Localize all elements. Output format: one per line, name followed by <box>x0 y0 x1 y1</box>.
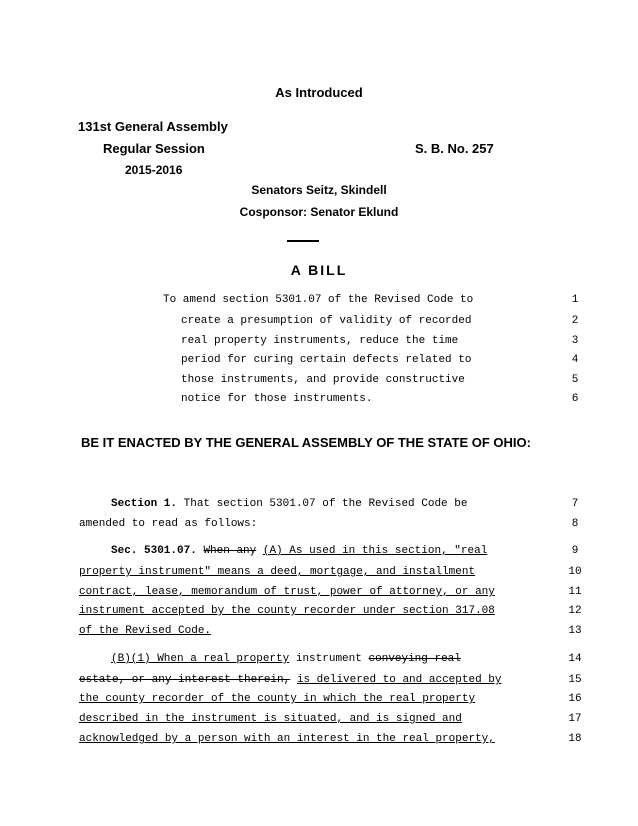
line-number: 3 <box>571 335 579 347</box>
inserted-text: acknowledged by a person with an interest in the real property, <box>79 733 495 745</box>
line-number: 17 <box>568 713 582 725</box>
line-number: 8 <box>571 518 579 530</box>
body-line: amended to read as follows: <box>79 518 258 530</box>
summary-line: those instruments, and provide constructive <box>181 374 465 386</box>
body-line <box>79 625 211 637</box>
line-number: 14 <box>568 653 582 665</box>
summary-line: period for curing certain defects related to <box>181 354 472 366</box>
bill-title: A BILL <box>290 262 348 278</box>
line-number: 16 <box>568 693 582 705</box>
line-number: 1 <box>571 294 579 306</box>
struck-text: When any <box>203 545 257 557</box>
line-number: 10 <box>568 566 582 578</box>
line-number: 15 <box>568 674 582 686</box>
summary-line: notice for those instruments. <box>181 393 373 405</box>
inserted-text: (A) As used in this section, "real <box>262 545 488 557</box>
inserted-text: is delivered to and accepted by <box>296 674 502 686</box>
session: Regular Session <box>103 141 205 156</box>
body-line <box>79 566 475 578</box>
body-line <box>111 498 467 510</box>
bill-status: As Introduced <box>275 85 363 100</box>
summary-line: real property instruments, reduce the time <box>181 335 459 347</box>
body-text: That section 5301.07 of the Revised Code be <box>177 498 468 510</box>
cosponsor: Cosponsor: Senator Eklund <box>239 205 399 219</box>
body-line <box>111 653 461 665</box>
section-label: Section 1. <box>111 498 178 510</box>
bill-number: S. B. No. 257 <box>415 141 494 156</box>
struck-text: estate, or any interest therein, <box>79 674 291 686</box>
summary-line: To amend section 5301.07 of the Revised Code to <box>163 294 474 306</box>
line-number: 9 <box>571 545 579 557</box>
enacting-clause: BE IT ENACTED BY THE GENERAL ASSEMBLY OF THE STATE OF OHIO: <box>81 435 531 450</box>
line-number: 6 <box>571 393 579 405</box>
inserted-text: instrument accepted by the county recorder under section 317.08 <box>79 605 495 617</box>
body-line <box>79 605 495 617</box>
body-line <box>79 693 475 705</box>
line-number: 2 <box>571 315 579 327</box>
inserted-text: (B)(1) When a real property <box>111 653 290 665</box>
line-number: 12 <box>568 605 582 617</box>
line-number: 11 <box>568 586 582 598</box>
inserted-text: property instrument" means a deed, mortgage, and installment <box>79 566 476 578</box>
struck-text: conveying real <box>368 653 461 665</box>
line-number: 7 <box>571 498 579 510</box>
body-line <box>79 586 495 598</box>
body-line <box>79 674 501 686</box>
section-label: Sec. 5301.07. <box>111 545 197 557</box>
line-number: 18 <box>568 733 582 745</box>
session-years: 2015-2016 <box>125 163 183 177</box>
sponsors: Senators Seitz, Skindell <box>251 183 387 197</box>
inserted-text: the county recorder of the county in which the real property <box>79 693 476 705</box>
line-number: 13 <box>568 625 582 637</box>
title-rule <box>287 240 319 242</box>
summary-line: create a presumption of validity of recorded <box>181 315 472 327</box>
body-line <box>111 545 487 557</box>
inserted-text: contract, lease, memorandum of trust, power of attorney, or any <box>79 586 495 598</box>
body-line <box>79 713 462 725</box>
general-assembly: 131st General Assembly <box>78 119 228 134</box>
body-text: instrument <box>295 653 362 665</box>
line-number: 5 <box>571 374 579 386</box>
inserted-text: described in the instrument is situated, and is signed and <box>79 713 462 725</box>
line-number: 4 <box>571 354 579 366</box>
body-line <box>79 733 495 745</box>
inserted-text: of the Revised Code. <box>79 625 212 637</box>
